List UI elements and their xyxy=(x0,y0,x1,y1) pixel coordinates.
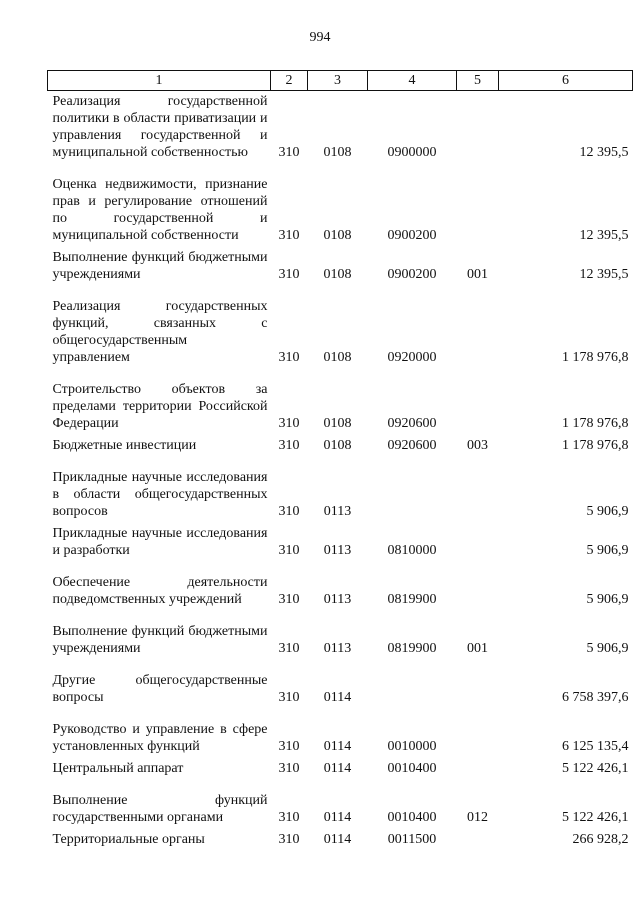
ministry-code: 310 xyxy=(278,592,300,607)
amount: 1 178 976,8 xyxy=(562,350,629,365)
ministry-code: 310 xyxy=(278,543,300,558)
table-row xyxy=(48,709,633,758)
target-code: 0010400 xyxy=(387,761,437,776)
table-row xyxy=(48,829,633,851)
expense-type-code xyxy=(457,457,499,523)
ministry-code: 310 xyxy=(278,832,300,847)
page-number: 994 xyxy=(309,30,331,45)
item-name: Выполнение функций бюджетными учреждениями xyxy=(52,250,268,282)
expense-type-code xyxy=(457,758,499,780)
item-name: Выполнение функций бюджетными учреждениями xyxy=(52,624,268,656)
item-name: Выполнение функций государственными органами xyxy=(52,793,268,825)
section-code: 0113 xyxy=(323,543,352,558)
amount: 6 758 397,6 xyxy=(562,690,629,705)
expense-type-code: 003 xyxy=(467,438,488,453)
target-code xyxy=(368,457,457,523)
section-code: 0108 xyxy=(323,267,352,282)
amount: 5 122 426,1 xyxy=(562,761,629,776)
table-row xyxy=(48,247,633,286)
section-code: 0108 xyxy=(323,438,352,453)
expense-type-code: 001 xyxy=(467,267,488,282)
target-code: 0900200 xyxy=(387,228,437,243)
expense-type-code xyxy=(457,164,499,247)
ministry-code: 310 xyxy=(278,416,300,431)
target-code: 0920600 xyxy=(387,438,437,453)
target-code: 0010400 xyxy=(387,810,437,825)
header-cell-3: 3 xyxy=(308,71,368,91)
item-name: Оценка недвижимости, признание прав и регулирование отношений по государственной и муниципальной собственности xyxy=(52,177,268,243)
amount: 12 395,5 xyxy=(579,145,629,160)
ministry-code: 310 xyxy=(278,641,300,656)
item-name: Прикладные научные исследования в области общегосударственных вопросов xyxy=(52,470,268,519)
target-code: 0920000 xyxy=(387,350,437,365)
header-row xyxy=(48,71,633,91)
target-code: 0900200 xyxy=(387,267,437,282)
header-cell-4: 4 xyxy=(368,71,457,91)
expense-type-code xyxy=(457,286,499,369)
table-row xyxy=(48,660,633,709)
section-code: 0108 xyxy=(323,416,352,431)
target-code xyxy=(368,660,457,709)
section-code: 0114 xyxy=(323,739,352,754)
ministry-code: 310 xyxy=(278,761,300,776)
item-name: Реализация государственной политики в области приватизации и управления государственной и муниципальной собственностью xyxy=(52,94,268,160)
item-name: Центральный аппарат xyxy=(52,761,184,776)
expense-type-code xyxy=(457,709,499,758)
item-name: Другие общегосударственные вопросы xyxy=(52,673,268,705)
table-row xyxy=(48,611,633,660)
amount: 12 395,5 xyxy=(579,228,629,243)
table-row xyxy=(48,369,633,435)
item-name: Строительство объектов за пределами территории Российской Федерации xyxy=(52,382,268,431)
ministry-code: 310 xyxy=(278,145,300,160)
expense-type-code xyxy=(457,91,499,165)
amount: 1 178 976,8 xyxy=(562,438,629,453)
amount: 5 906,9 xyxy=(586,543,629,558)
expense-type-code xyxy=(457,562,499,611)
amount: 5 906,9 xyxy=(586,504,629,519)
ministry-code: 310 xyxy=(278,739,300,754)
header-cell-5: 5 xyxy=(457,71,499,91)
amount: 12 395,5 xyxy=(579,267,629,282)
item-name: Прикладные научные исследования и разработки xyxy=(52,526,268,558)
section-code: 0113 xyxy=(323,504,352,519)
budget-table xyxy=(47,70,633,851)
ministry-code: 310 xyxy=(278,438,300,453)
target-code: 0819900 xyxy=(387,641,437,656)
section-code: 0114 xyxy=(323,690,352,705)
ministry-code: 310 xyxy=(278,810,300,825)
section-code: 0108 xyxy=(323,145,352,160)
table-row xyxy=(48,523,633,562)
section-code: 0114 xyxy=(323,832,352,847)
expense-type-code xyxy=(457,369,499,435)
ministry-code: 310 xyxy=(278,350,300,365)
target-code: 0900000 xyxy=(387,145,437,160)
item-name: Реализация государственных функций, связанных с общегосударственным управлением xyxy=(52,299,268,365)
item-name: Руководство и управление в сфере установленных функций xyxy=(52,722,268,754)
section-code: 0114 xyxy=(323,761,352,776)
section-code: 0108 xyxy=(323,350,352,365)
header-cell-1: 1 xyxy=(48,71,271,91)
section-code: 0108 xyxy=(323,228,352,243)
ministry-code: 310 xyxy=(278,228,300,243)
table-body xyxy=(48,91,633,852)
expense-type-code xyxy=(457,829,499,851)
item-name: Обеспечение деятельности подведомственных учреждений xyxy=(52,575,268,607)
amount: 1 178 976,8 xyxy=(562,416,629,431)
header-cell-6: 6 xyxy=(499,71,633,91)
table-row xyxy=(48,780,633,829)
target-code: 0810000 xyxy=(387,543,437,558)
table-row xyxy=(48,286,633,369)
table-row xyxy=(48,562,633,611)
table-row xyxy=(48,164,633,247)
amount: 5 906,9 xyxy=(586,592,629,607)
amount: 6 125 135,4 xyxy=(562,739,629,754)
amount: 5 122 426,1 xyxy=(562,810,629,825)
expense-type-code xyxy=(457,660,499,709)
target-code: 0819900 xyxy=(387,592,437,607)
expense-type-code: 001 xyxy=(467,641,488,656)
target-code: 0011500 xyxy=(387,832,437,847)
target-code: 0920600 xyxy=(387,416,437,431)
ministry-code: 310 xyxy=(278,267,300,282)
section-code: 0113 xyxy=(323,592,352,607)
section-code: 0113 xyxy=(323,641,352,656)
item-name: Бюджетные инвестиции xyxy=(52,438,197,453)
header-cell-2: 2 xyxy=(271,71,308,91)
ministry-code: 310 xyxy=(278,504,300,519)
expense-type-code: 012 xyxy=(467,810,488,825)
ministry-code: 310 xyxy=(278,690,300,705)
item-name: Территориальные органы xyxy=(52,832,205,847)
expense-type-code xyxy=(457,523,499,562)
table-row xyxy=(48,91,633,165)
table-row xyxy=(48,435,633,457)
amount: 5 906,9 xyxy=(586,641,629,656)
amount: 266 928,2 xyxy=(572,832,629,847)
table-row xyxy=(48,457,633,523)
table-row xyxy=(48,758,633,780)
section-code: 0114 xyxy=(323,810,352,825)
target-code: 0010000 xyxy=(387,739,437,754)
